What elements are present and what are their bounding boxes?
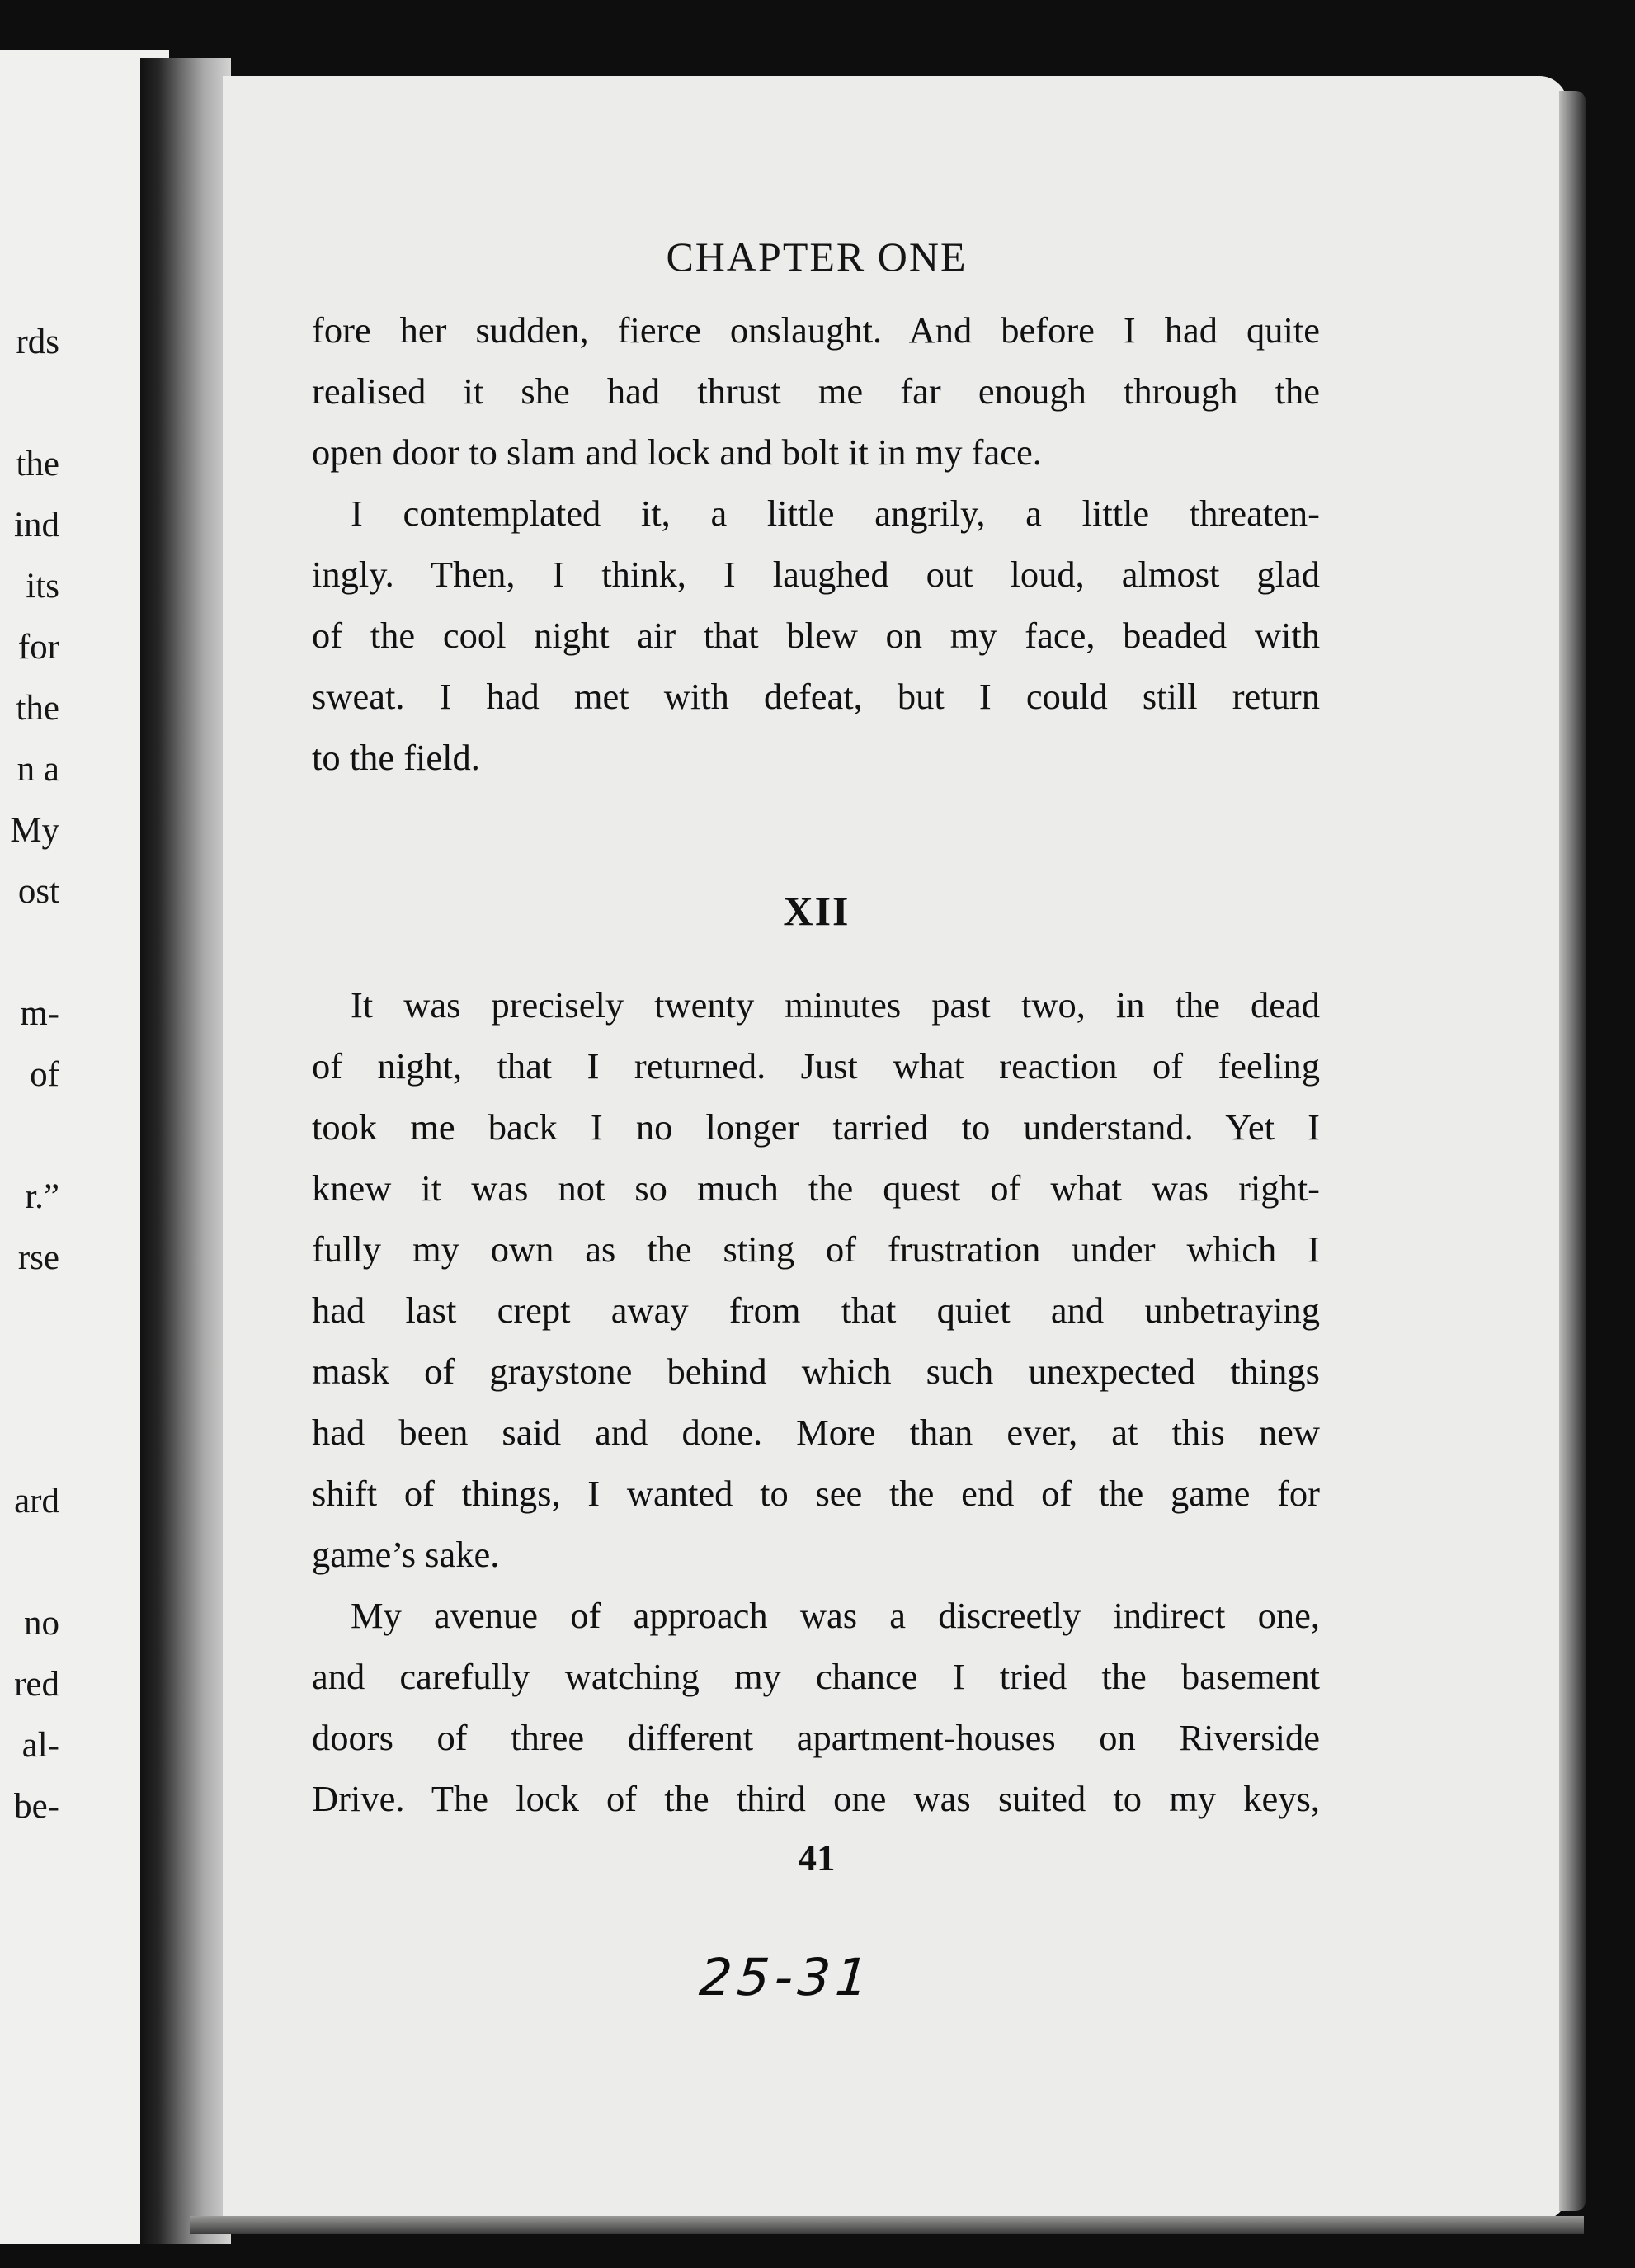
page-bottom-edge xyxy=(190,2216,1584,2234)
text-line: fore her sudden, fierce onslaught. And before I had quite xyxy=(312,309,1320,351)
text-line: took me back I no longer tarried to understand. Yet I xyxy=(312,1106,1320,1148)
page-number: 41 xyxy=(798,1837,836,1879)
left-page-fragment: ind xyxy=(14,506,59,545)
text-line: and carefully watching my chance I tried the basement xyxy=(312,1656,1320,1697)
text-line: Drive. The lock of the third one was suited to my keys, xyxy=(312,1778,1320,1819)
left-page-fragment: the xyxy=(16,445,59,483)
text-line: knew it was not so much the quest of what was right- xyxy=(312,1167,1320,1209)
running-header: CHAPTER ONE xyxy=(666,233,968,280)
left-page-fragment: rse xyxy=(17,1238,59,1277)
left-page-fragment: ard xyxy=(14,1482,59,1521)
left-page-fragment: for xyxy=(17,628,59,667)
text-line: shift of things, I wanted to see the end of the game for xyxy=(312,1473,1320,1514)
text-line: sweat. I had met with defeat, but I could still return xyxy=(312,676,1320,717)
text-line: to the field. xyxy=(312,737,480,778)
text-line: My avenue of approach was a discreetly indirect one, xyxy=(351,1595,1320,1636)
text-line: of night, that I returned. Just what reaction of feeling xyxy=(312,1045,1320,1087)
left-page-fragment: My xyxy=(10,811,59,850)
text-line: game’s sake. xyxy=(312,1534,500,1575)
text-line: open door to slam and lock and bolt it in my face. xyxy=(312,431,1042,473)
text-line: fully my own as the sting of frustration under which I xyxy=(312,1228,1320,1270)
left-page-fragment: r.” xyxy=(25,1177,59,1216)
text-line: I contemplated it, a little angrily, a little threaten- xyxy=(351,493,1320,534)
text-line: had been said and done. More than ever, at this new xyxy=(312,1412,1320,1453)
left-page-fragment: no xyxy=(24,1604,59,1643)
left-page-fragment: rds xyxy=(16,323,59,361)
text-line: mask of graystone behind which such unexpected things xyxy=(312,1351,1320,1392)
left-page-fragment: n a xyxy=(16,750,59,789)
left-page-fragment: al- xyxy=(21,1726,59,1765)
text-line: It was precisely twenty minutes past two, in the dead xyxy=(351,984,1320,1026)
text-line: had last crept away from that quiet and unbetraying xyxy=(312,1290,1320,1331)
text-line: ingly. Then, I think, I laughed out loud, almost glad xyxy=(312,554,1320,595)
left-page-fragment: of xyxy=(30,1055,59,1094)
handwritten-note: 25-31 xyxy=(697,1947,875,2007)
book-gutter xyxy=(140,58,231,2244)
left-page-fragment: m- xyxy=(20,994,59,1033)
section-number: XII xyxy=(783,888,850,934)
text-line: realised it she had thrust me far enough through the xyxy=(312,370,1320,412)
text-line: of the cool night air that blew on my face, beaded with xyxy=(312,615,1320,656)
text-line: doors of three different apartment-houses on Riverside xyxy=(312,1717,1320,1758)
left-page-fragment: the xyxy=(16,689,59,728)
page-edge xyxy=(1559,91,1586,2211)
left-page-fragment: be- xyxy=(14,1787,59,1826)
left-page-fragment: red xyxy=(14,1665,59,1704)
left-page-fragment: ost xyxy=(17,872,59,911)
left-page-fragment: its xyxy=(26,567,59,606)
